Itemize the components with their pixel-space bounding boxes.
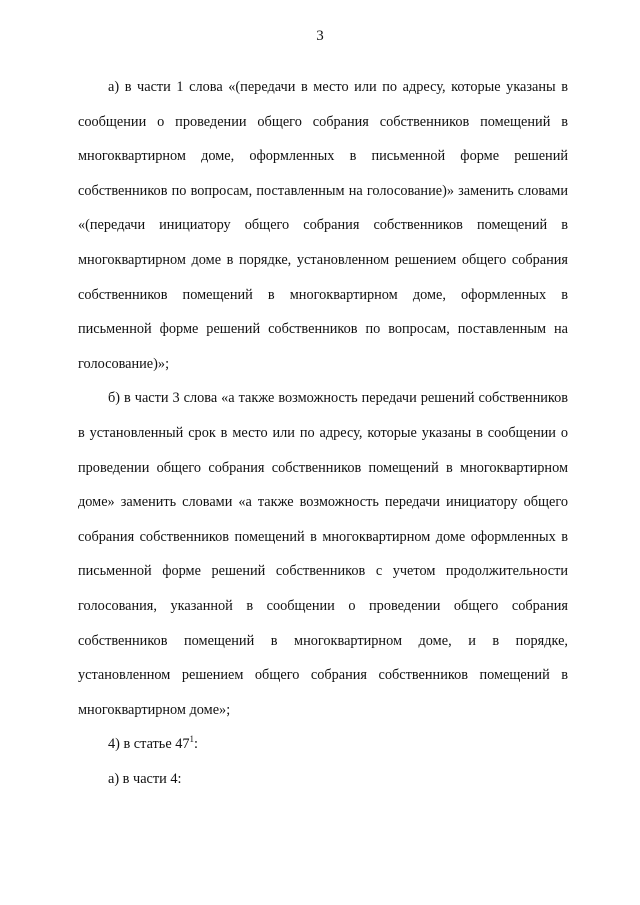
article-item-4: [78, 727, 568, 762]
paragraph-b-part-3: б) в части 3 слова «а также возможность передачи решений собственников в установленный срок в место или по адресу, которые указаны в сообщении о проведении общего собрания собственников помещений в многоквартирном доме» заменить словами «а также возможность передачи инициатору общего собрания собственников помещений в многоквартирном доме оформленных в письменной форме решений собственников с учетом продолжительности голосования, указанной в сообщении о проведении общего собрания собственников помещений в многоквартирном доме, и в порядке, установленном решением общего собрания собственников помещений в многоквартирном доме»;: [78, 390, 568, 718]
article-item-superscript: 1: [189, 734, 195, 745]
article-item-prefix: 4) в статье 47: [108, 736, 190, 753]
paragraph-a-part-1: а) в части 1 слова «(передачи в место или по адресу, которые указаны в сообщении о проведении общего собрания собственников помещений в многоквартирном доме, оформленных в письменной форме решений собственников по вопросам, поставленным на голосование)» заменить словами «(передачи инициатору общего собрания собственников помещений в многоквартирном доме в порядке, установленном решением общего собрания собственников помещений в многоквартирном доме, оформленных в письменной форме решений собственников по вопросам, поставленным на голосование)»;: [78, 79, 568, 372]
article-item-suffix: :: [194, 736, 199, 753]
document-body: [78, 70, 568, 796]
page-number: 3: [316, 28, 324, 44]
sub-item-a-part-4: а) в части 4:: [108, 770, 182, 787]
